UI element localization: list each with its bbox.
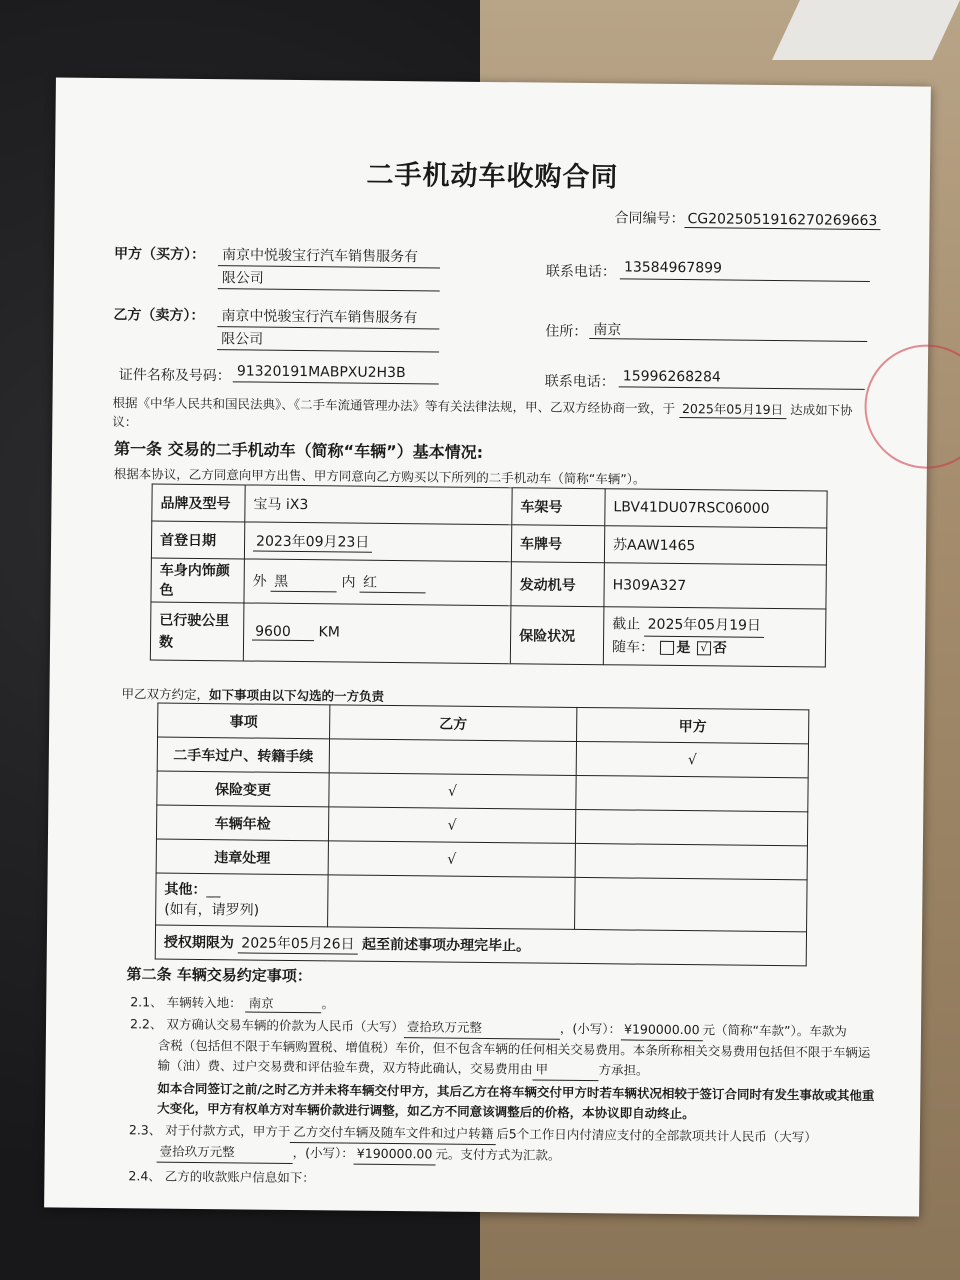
bold-notice [157,1079,874,1127]
insurance-until-label: 截止 [612,616,641,633]
contract-page [44,77,931,1216]
clause-text: 车辆转入地： [166,994,242,1011]
authorization-cell [155,925,806,966]
payment-lower: ¥190000.00 [354,1144,436,1166]
clause-number: 2.3、 [128,1122,162,1138]
row-party-b: √ [328,841,575,878]
vehicle-info-table [150,483,828,667]
clause-2-2-line2: 含税（包括但不限于车辆购置税、增值税）车价，但不包含车辆的任何相关交易费用。本条所称相关交易费用包括但不限于车辆运 [157,1037,871,1061]
vin-label: 车架号 [512,488,605,526]
header-party-a: 甲方 [577,707,809,743]
clause-text: ，(小写）： [559,1020,622,1037]
authorization-tail: 起至前述事项办理完毕止。 [361,936,531,955]
other-cell [156,873,329,927]
clause-text: 后5个工作日内付清应支付的全部款项共计人民币（大写） [496,1126,817,1145]
engine-label: 发动机号 [511,562,604,607]
color-label-line2: 色 [159,582,174,599]
other-label: 其他： [164,881,207,898]
mileage-unit: KM [318,624,340,641]
authorization-date: 2025年05月26日 [238,932,357,954]
clause-text: 对于付款方式，甲方于 [165,1122,291,1139]
buyer-name-line2: 限公司 [221,270,264,287]
clause-text: 方承担。 [598,1062,649,1078]
id-label: 证件名称及号码： [118,367,231,385]
table-row [150,602,826,667]
reg-date-cell [244,522,511,562]
clause-text: 元。支付方式为汇款。 [435,1146,561,1163]
desk-corner [772,0,960,60]
brand-label: 品牌及型号 [152,484,245,522]
contract-number [614,207,880,230]
clause-text: 元（简称“车款”）。车款为 [702,1022,847,1039]
price-lower: ¥190000.00 [621,1019,703,1041]
insurance-label: 保险状况 [510,606,604,665]
seller-phone-label: 联系电话： [544,373,615,391]
row-party-a [576,775,808,811]
article-1-title: 第一条 交易的二手机动车（简称“车辆”）基本情况: [113,439,484,462]
clause-number: 2.2、 [129,1016,163,1032]
id-number: 91320191MABPXU2H3B [236,363,406,382]
row-party-a [575,809,807,845]
buyer-name-line1: 南京中悦骏宝行汽车销售服务有 [222,247,419,266]
contract-title: 二手机动车收购合同 [366,159,619,194]
fee-payer: 甲 [532,1059,598,1081]
seller-phone: 15996268284 [622,368,721,386]
seller-label: 乙方（卖方）： [113,307,205,325]
clause-2-3 [129,1120,829,1169]
row-party-b [329,739,576,776]
interior-label: 内 [341,574,356,591]
article-2-title: 第二条 车辆交易约定事项： [126,965,312,986]
intro-line1 [112,393,852,420]
underline [217,349,439,352]
clause-2-2 [129,1014,871,1083]
table-row [151,558,826,609]
color-label [151,558,244,603]
mileage-label-line1: 已行驶公里 [159,612,230,629]
table-row [155,925,806,966]
intro-date: 2025年05月19日 [679,399,786,419]
underline [589,338,867,342]
reg-date-label: 首登日期 [151,521,244,559]
plate-value: 苏AAW1465 [604,526,826,565]
row-party-b: √ [328,807,575,844]
clause-text: ，(小写）： [292,1144,354,1161]
no-label: 否 [712,640,727,657]
row-party-a: √ [576,741,808,777]
header-party-b: 乙方 [330,705,577,742]
with-car-label: 随车： [611,639,655,656]
color-label-line1: 车身内饰颜 [159,562,230,579]
other-party-a [575,877,808,931]
other-party-b [328,875,576,930]
buyer-phone-label: 联系电话： [545,263,617,281]
company-seal-stamp [864,344,960,469]
color-cell [244,559,511,606]
responsibility-intro-bold: 如下事项由以下勾选的一方负责 [208,687,385,704]
interior-color: 红 [360,572,426,594]
seller-address: 南京 [593,322,622,339]
price-upper: 壹拾玖万元整 [404,1017,560,1040]
mileage-value: 9600 [252,624,314,642]
underline [218,288,440,291]
table-row [156,873,808,932]
mileage-cell [243,603,511,664]
bold-notice-line1: 如本合同签订之前/之时乙方并未将车辆交付甲方，其后乙方在将车辆交付甲方时若车辆状况相较于签订合同时有发生事故或其他重 [157,1080,875,1104]
row-item: 车辆年检 [156,805,328,841]
clause-2-1 [130,992,334,1013]
intro-line2: 议： [112,414,138,430]
underline [620,278,870,282]
payment-upper: 壹拾玖万元整 [157,1142,293,1164]
payment-condition: 乙方交付车辆及随车文件和过户转籍 [290,1122,496,1145]
responsibility-intro-text: 甲乙双方约定， [121,686,210,703]
underline [619,386,865,390]
exterior-color: 黑 [271,571,337,593]
plate-label: 车牌号 [511,525,604,563]
authorization-label: 授权期限为 [163,934,234,952]
clause-end: 。 [321,996,335,1012]
insurance-cell [603,607,826,667]
clause-text: 输（油）费、过户交易费和评估验车费，双方特此确认，交易费用由 [157,1057,533,1077]
contract-number-value: CG2025051916270269663 [684,211,880,230]
clause-number: 2.4、 [128,1168,161,1184]
vin-value: LBV41DU07RSC06000 [605,489,827,528]
underline [233,381,439,384]
seller-name-line1: 南京中悦骏宝行汽车销售服务有 [221,308,418,327]
contract-number-label: 合同编号： [614,210,685,228]
insurance-until-date: 2025年05月19日 [645,614,764,638]
responsibility-table [155,703,810,967]
engine-value: H309A327 [604,563,826,609]
intro-text: 根据《中华人民共和国民法典》、《二手车流通管理办法》等有关法律法规，甲、乙双方经协商一致，于 [112,395,676,416]
other-hint: (如有，请罗列) [164,901,260,919]
yes-label: 是 [676,639,691,657]
row-item: 二手车过户、转籍手续 [157,737,329,773]
buyer-label: 甲方（买方）： [114,246,206,264]
mileage-label [150,602,244,661]
article-1-intro: 根据本协议，乙方同意向甲方出售、甲方同意向乙方购买以下所列的二手机动车（简称“车辆”）。 [113,466,646,487]
destination-value: 南京 [246,993,322,1013]
reg-date-value: 2023年09月23日 [253,530,372,552]
clause-text: 乙方的收款账户信息如下： [164,1168,315,1186]
yes-checkbox [660,641,674,655]
clause-number: 2.1、 [130,994,163,1010]
buyer-phone: 13584967899 [623,259,723,277]
exterior-label: 外 [252,573,267,590]
other-blank: __ [206,881,221,898]
row-item: 违章处理 [156,839,328,875]
no-checkbox [697,641,711,655]
seller-address-label: 住所： [545,323,588,341]
header-item: 事项 [158,703,330,739]
row-party-b: √ [329,773,576,810]
row-item: 保险变更 [157,771,329,807]
clause-text: 双方确认交易车辆的价款为人民币（大写） [166,1016,404,1035]
intro-text-tail: 达成如下协 [790,402,853,418]
seller-name-line2: 限公司 [221,331,264,348]
check-mark: √ [700,641,708,655]
row-party-a [575,843,807,879]
mileage-label-line2: 数 [158,634,174,651]
brand-value: 宝马 iX3 [245,485,512,525]
bold-notice-line2: 大变化，甲方有权单方对车辆价款进行调整，如乙方不同意该调整后的价格，本协议即自动终止。 [157,1100,695,1122]
clause-2-4 [128,1166,315,1186]
